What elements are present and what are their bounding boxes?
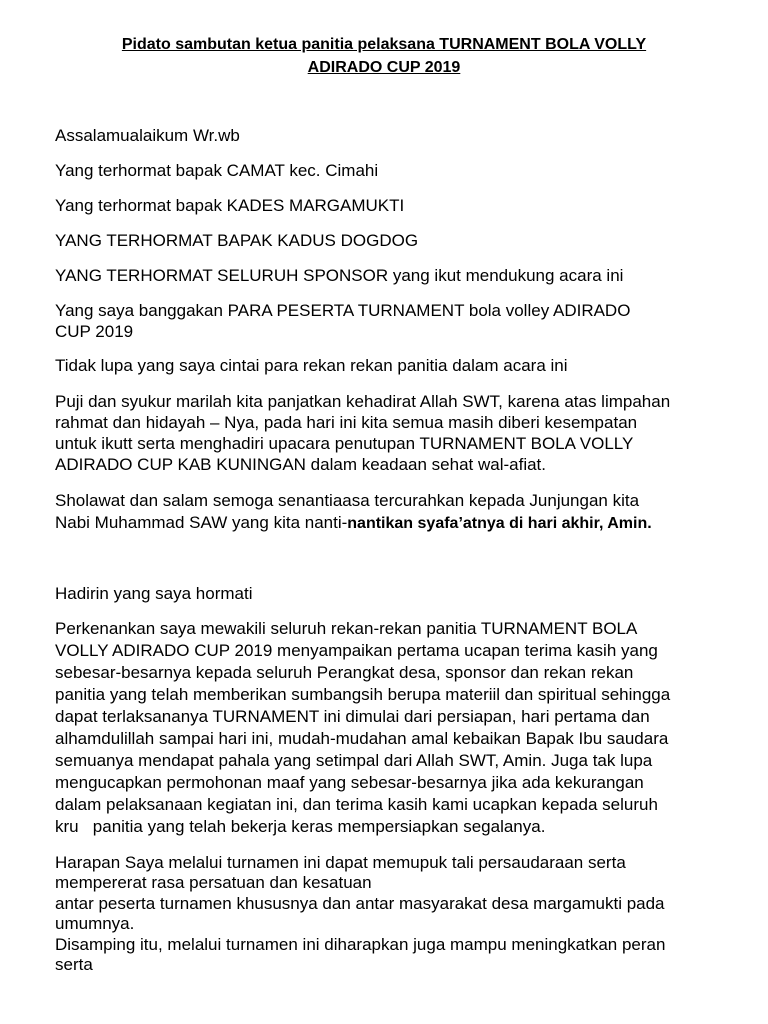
harapan-line-6: serta <box>55 955 93 974</box>
greeting-peserta-line-2: CUP 2019 <box>55 322 134 341</box>
puji-line-1: Puji dan syukur marilah kita panjatkan kehadirat Allah SWT, karena atas limpahan <box>55 392 671 411</box>
title-line-1: Pidato sambutan ketua panitia pelaksana TURNAMENT BOLA VOLLY <box>121 36 647 53</box>
harapan-line-2: mempererat rasa persatuan dan kesatuan <box>55 873 372 892</box>
perkenankan-line-4: panitia yang telah memberikan sumbangsih berupa materiil dan spiritual sehingga <box>55 685 671 704</box>
harapan-line-4: umumnya. <box>55 914 135 933</box>
greeting-salam: Assalamualaikum Wr.wb <box>55 126 240 145</box>
sholawat-line-2 <box>55 512 652 534</box>
greeting-panitia: Tidak lupa yang saya cintai para rekan rekan panitia dalam acara ini <box>55 356 568 375</box>
perkenankan-line-3: sebesar-besarnya kepada seluruh Perangkat desa, sponsor dan rekan rekan <box>55 663 634 682</box>
perkenankan-line-1: Perkenankan saya mewakili seluruh rekan-rekan panitia TURNAMENT BOLA <box>55 619 638 638</box>
title-line-2: ADIRADO CUP 2019 <box>307 59 461 76</box>
greeting-kadus: YANG TERHORMAT BAPAK KADUS DOGDOG <box>55 231 419 250</box>
perkenankan-line-8: mengucapkan permohonan maaf yang sebesar-besarnya jika ada kekurangan <box>55 773 644 792</box>
perkenankan-line-2: VOLLY ADIRADO CUP 2019 menyampaikan pertama ucapan terima kasih yang <box>55 641 658 660</box>
puji-line-4: ADIRADO CUP KAB KUNINGAN dalam keadaan sehat wal-afiat. <box>55 455 546 474</box>
greeting-sponsor: YANG TERHORMAT SELURUH SPONSOR yang ikut mendukung acara ini <box>55 266 624 285</box>
perkenankan-line-5: dapat terlaksananya TURNAMENT ini dimulai dari persiapan, hari pertama dan <box>55 707 650 726</box>
perkenankan-line-6: alhamdulillah sampai hari ini, mudah-mudahan amal kebaikan Bapak Ibu saudara <box>55 729 669 748</box>
sholawat-bold-text: nantikan syafa’atnya di hari akhir, Amin. <box>347 515 652 532</box>
harapan-line-3: antar peserta turnamen khususnya dan antar masyarakat desa margamukti pada <box>55 894 665 913</box>
speech-title <box>60 33 708 79</box>
greeting-peserta-line-1: Yang saya banggakan PARA PESERTA TURNAMENT bola volley ADIRADO <box>55 301 631 320</box>
perkenankan-line-10: kru panitia yang telah bekerja keras mempersiapkan segalanya. <box>55 817 546 836</box>
hadirin-heading: Hadirin yang saya hormati <box>55 584 253 603</box>
sholawat-line-1: Sholawat dan salam semoga senantiaasa tercurahkan kepada Junjungan kita <box>55 491 640 510</box>
sholawat-normal-text: Nabi Muhammad SAW yang kita nanti- <box>55 513 348 532</box>
harapan-line-1: Harapan Saya melalui turnamen ini dapat memupuk tali persaudaraan serta <box>55 853 626 872</box>
puji-line-2: rahmat dan hidayah – Nya, pada hari ini kita semua masih diberi kesempatan <box>55 413 638 432</box>
greeting-camat: Yang terhormat bapak CAMAT kec. Cimahi <box>55 161 379 180</box>
harapan-line-5: Disamping itu, melalui turnamen ini diharapkan juga mampu meningkatkan peran <box>55 935 666 954</box>
perkenankan-line-7: semuanya mendapat pahala yang setimpal dari Allah SWT, Amin. Juga tak lupa <box>55 751 653 770</box>
perkenankan-line-9: dalam pelaksanaan kegiatan ini, dan terima kasih kami ucapkan kepada seluruh <box>55 795 658 814</box>
greeting-kades: Yang terhormat bapak KADES MARGAMUKTI <box>55 196 405 215</box>
puji-line-3: untuk ikutt serta menghadiri upacara penutupan TURNAMENT BOLA VOLLY <box>55 434 634 453</box>
